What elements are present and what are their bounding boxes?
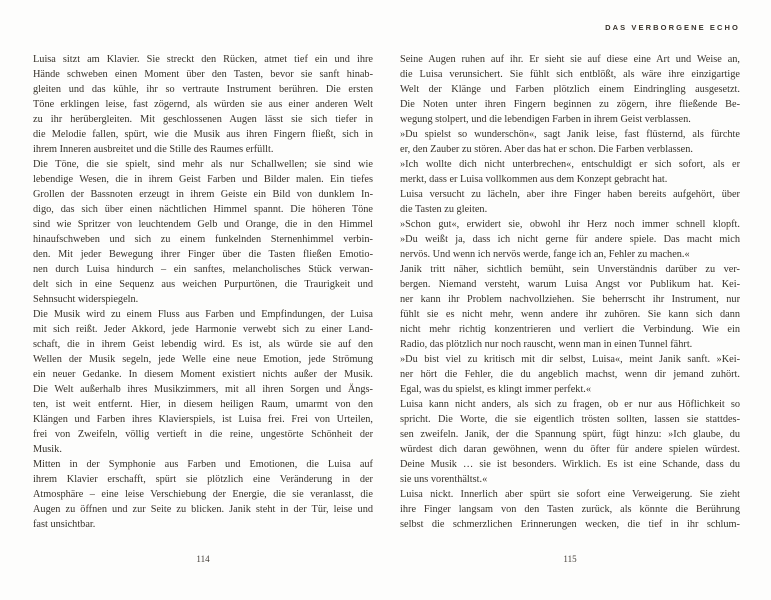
right-page-text	[400, 52, 740, 532]
page-number-right: 115	[563, 554, 577, 564]
text-line: frei von Zweifeln, völlig vertieft in die reine, ungestörte Schönheit der	[33, 429, 373, 440]
text-line: »Ich wollte dich nicht unterbrechen«, entschuldigt er sich sofort, als er	[400, 159, 740, 170]
text-line: ten, ist weit entfernt. Hier, in diesem heiligen Raum, umarmt von den	[33, 399, 373, 410]
text-line: hinaufschweben und sich zu einem funkelnden Sternenhimmel verbin-	[33, 234, 373, 245]
text-line: Musik.	[33, 444, 62, 455]
text-line: Luisa sitzt am Klavier. Sie streckt den Rücken, atmet tief ein und ihre	[33, 54, 373, 65]
text-line: Grollen der Bassnoten erzeugt in ihrem Geiste ein Bild von dunklem In-	[33, 189, 373, 200]
text-line: Janik tritt näher, sichtlich bemüht, sein Unverständnis darüber zu ver-	[400, 264, 740, 275]
text-line: merkt, dass er Luisa vollkommen aus dem Konzept gebracht hat.	[400, 174, 668, 185]
text-line: Augen zu öffnen und zur Seite zu blicken. Janik steht in der Tür, leise und	[33, 504, 373, 515]
text-line: die Melodie fallen, spürt, wie die Musik aus ihren Fingern fließt, sich in	[33, 129, 373, 140]
text-line: Atmosphäre – eine leise Verschiebung der Energie, die sie veranlasst, die	[33, 489, 373, 500]
text-line: Klängen und Farben ihres Klavierspiels, ist Luisa frei. Frei von Urteilen,	[33, 414, 373, 425]
text-line: »Du bist viel zu kritisch mit dir selbst, Luisa«, meint Janik sanft. »Kei-	[400, 354, 740, 365]
text-line: nicht mehr richtig konzentrieren und verliert die Verbindung. Wie ein	[400, 324, 740, 335]
text-line: Töne erklingen leise, fast zögernd, als würden sie aus einer anderen Welt	[33, 99, 373, 110]
text-line: ner kann ihr Problem nachvollziehen. Sie beherrscht ihr Instrument, nur	[400, 294, 740, 305]
text-line: spricht. Die Worte, die sie eigentlich trösten sollten, lassen sie stattdes-	[400, 414, 740, 425]
running-header: DAS VERBORGENE ECHO	[605, 23, 740, 32]
text-line: ihrem Inneren ausbreitet und die Stille des Raumes erfüllt.	[33, 144, 274, 155]
text-line: Mitten in der Symphonie aus Farben und Emotionen, die Luisa auf	[33, 459, 373, 470]
text-line: Deine Musik … sie ist besonders. Wirklich. Es ist eine Schande, dass du	[400, 459, 740, 470]
text-line: ihrem Klavier erschafft, spürt sie plötzlich eine Veränderung in der	[33, 474, 373, 485]
text-line: er, den Zauber zu stören. Aber das hat er schon. Die Farben verblassen.	[400, 144, 693, 155]
text-line: die Luisa verunsichert. Sie fühlt sich entblößt, als wäre ihre einzigartige	[400, 69, 740, 80]
text-line: die Tasten zu gleiten.	[400, 204, 488, 215]
text-line: schaft, die in ihrem Geist lebendig wird. Es ist, als würde sie auf den	[33, 339, 373, 350]
text-line: bergen. Niemand versteht, warum Luisa Angst vor Publikum hat. Kei-	[400, 279, 740, 290]
text-line: Sehnsucht widerspiegeln.	[33, 294, 139, 305]
text-line: sie uns vorenthältst.«	[400, 474, 488, 485]
text-line: wegung stolpert, und die lebendigen Farben in ihrem Geist verblassen.	[400, 114, 691, 125]
text-line: selbst die schmerzlichen Erinnerungen wecken, die tief in ihr schlum-	[400, 519, 740, 530]
left-page-text	[33, 52, 373, 532]
text-line: »Du spielst so wunderschön«, sagt Janik leise, fast flüsternd, als fürchte	[400, 129, 740, 140]
text-line: gleiten und das kühle, ihr so vertraute Instrument berühren. Die ersten	[33, 84, 373, 95]
text-line: ner hört die Fehler, die du angeblich machst, wenn dir jemand zuhört.	[400, 369, 740, 380]
text-line: mit sich reißt. Jeder Akkord, jede Harmonie verwebt sich zu einer Land-	[33, 324, 373, 335]
text-line: Hände schweben einen Moment über den Tasten, bevor sie sanft hinab-	[33, 69, 373, 80]
text-line: lebendige Wesen, die in ihrem Geist Farben und Bilder malen. Ein tiefes	[33, 174, 373, 185]
text-line: Wellen der Musik segeln, jede Welle eine neue Emotion, jede Strömung	[33, 354, 373, 365]
text-line: Luisa nickt. Innerlich aber spürt sie sofort eine Verweigerung. Sie zieht	[400, 489, 740, 500]
text-line: Luisa kann nicht anders, als sich zu fragen, ob er nur aus Höflichkeit so	[400, 399, 740, 410]
text-line: ihre Finger langsam von den Tasten zurück, als könnte die Berührung	[400, 504, 740, 515]
text-line: fast unsichtbar.	[33, 519, 96, 530]
text-line: Egal, was du spielst, es klingt immer perfekt.«	[400, 384, 592, 395]
text-line: den. Mit jeder Bewegung ihrer Finger über die Tasten fließen Emotio-	[33, 249, 373, 260]
page-number-left: 114	[196, 554, 210, 564]
text-line: »Schon gut«, erwidert sie, obwohl ihr Herz noch immer schnell klopft.	[400, 219, 740, 230]
text-line: Die Musik wird zu einem Fluss aus Farben und Empfindungen, der Luisa	[33, 309, 373, 320]
text-line: zu ihr herübergleiten. Mit geschlossenen Augen lässt sie sich tiefer in	[33, 114, 373, 125]
text-line: digo, das sich über einen nächtlichen Himmel spannt. Die höheren Töne	[33, 204, 373, 215]
text-line: fühlt sie es nicht mehr, wenn andere ihr zuhören. Sie kann sich dann	[400, 309, 740, 320]
text-line: Luisa versucht zu lächeln, aber ihre Finger haben bereits aufgehört, über	[400, 189, 740, 200]
text-line: sind wie Spritzer von leuchtendem Gelb und Orange, die in den Himmel	[33, 219, 373, 230]
text-line: Die Welt außerhalb ihres Musikzimmers, mit all ihren Sorgen und Ängs-	[33, 384, 373, 395]
text-line: nen durch Luisa hindurch – ein sanftes, melancholisches Stück verwan-	[33, 264, 373, 275]
text-line: würdest dich daran gewöhnen, wenn du öfter für andere spielen würdest.	[400, 444, 740, 455]
text-line: Die Noten unter ihren Fingern beginnen zu zögern, ihre fließende Be-	[400, 99, 740, 110]
text-line: Radio, das plötzlich nur noch rauscht, wenn man in einen Tunnel fährt.	[400, 339, 693, 350]
text-line: Die Töne, die sie spielt, sind mehr als nur Schallwellen; sie sind wie	[33, 159, 373, 170]
text-line: Seine Augen ruhen auf ihr. Er sieht sie auf diese eine Art und Weise an,	[400, 54, 740, 65]
text-line: »Du weißt ja, dass ich nicht gerne für andere spiele. Das macht mich	[400, 234, 740, 245]
text-line: nervös. Und wenn ich nervös werde, fange ich an, Fehler zu machen.«	[400, 249, 690, 260]
text-line: delt sich in eine Sequenz aus weichen Purpurtönen, die Traurigkeit und	[33, 279, 373, 290]
text-line: ein neuer Gedanke. In diesem Moment existiert nichts außer der Musik.	[33, 369, 373, 380]
text-line: Welt der Klänge und Farben plötzlich einem Eindringling ausgesetzt.	[400, 84, 740, 95]
text-line: sen zweifeln. Janik, der die Spannung spürt, fügt hinzu: »Ich glaube, du	[400, 429, 740, 440]
